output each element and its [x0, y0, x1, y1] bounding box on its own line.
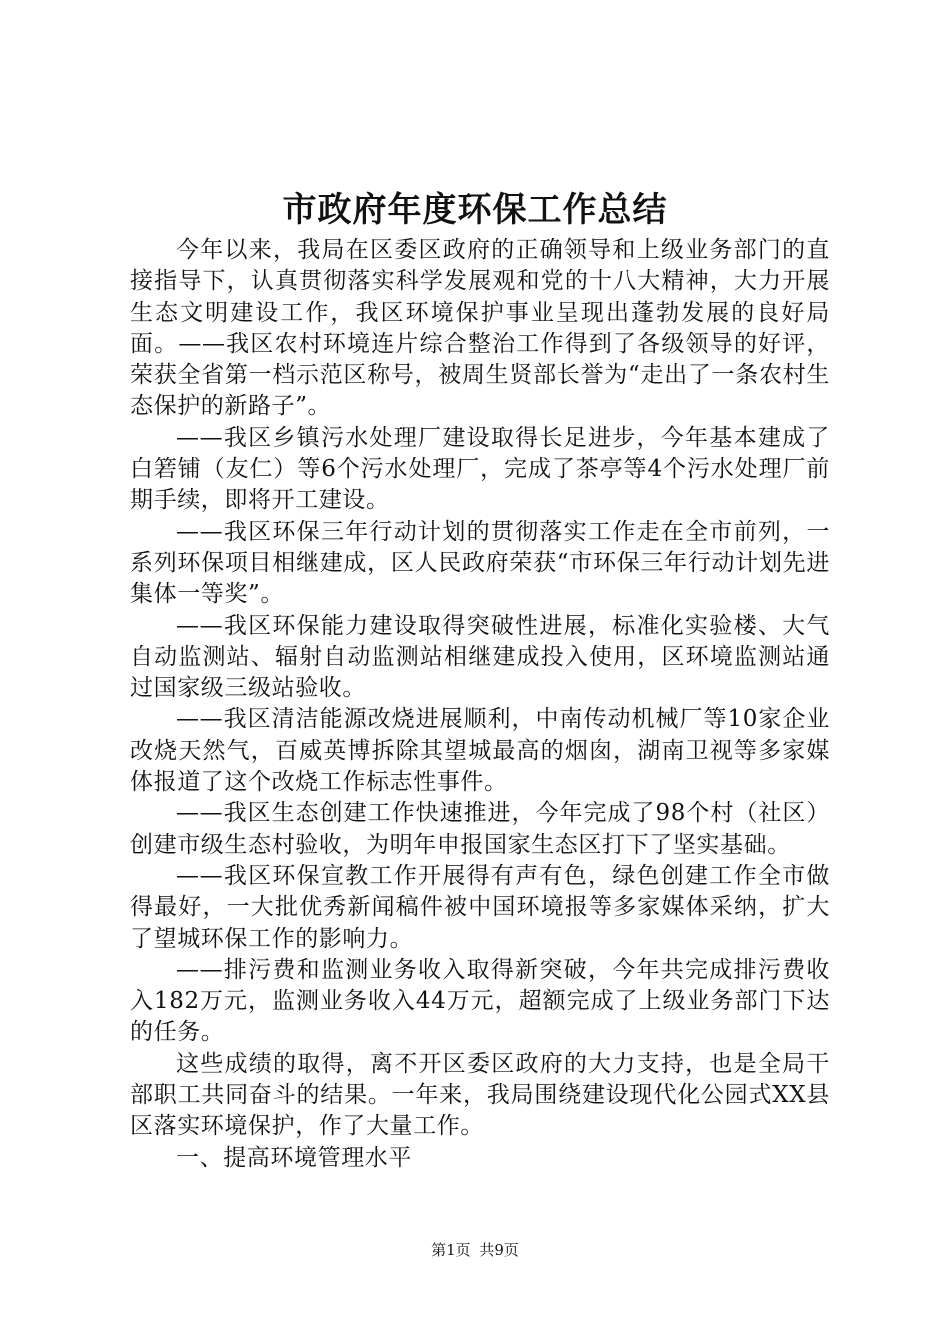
page-total: 共9页 — [479, 1241, 519, 1259]
paragraph: ——我区生态创建工作快速推进，今年完成了98个村（社区）创建市级生态村验收，为明年申报国家生态区打下了坚实基础。 — [130, 800, 830, 858]
document-body — [130, 235, 830, 1174]
paragraph: 这些成绩的取得，离不开区委区政府的大力支持，也是全局干部职工共同奋斗的结果。一年来，我局围绕建设现代化公园式XX县区落实环境保护，作了大量工作。 — [130, 1050, 830, 1140]
page-footer — [0, 1240, 950, 1260]
page-number: 第1页 — [431, 1241, 471, 1259]
paragraph: ——我区环保宣教工作开展得有声有色，绿色创建工作全市做得最好，一大批优秀新闻稿件被中国环境报等多家媒体采纳，扩大了望城环保工作的影响力。 — [130, 862, 830, 952]
paragraph: ——我区清洁能源改烧进展顺利，中南传动机械厂等10家企业改烧天然气，百威英博拆除其望城最高的烟囱，湖南卫视等多家媒体报道了这个改烧工作标志性事件。 — [130, 706, 830, 796]
paragraph: 今年以来，我局在区委区政府的正确领导和上级业务部门的直接指导下，认真贯彻落实科学发展观和党的十八大精神，大力开展生态文明建设工作，我区环境保护事业呈现出蓬勃发展的良好局面。——我区农村环境连片综合整治工作得到了各级领导的好评，荣获全省第一档示范区称号，被周生贤部长誉为“走出了一条农村生态保护的新路子”。 — [130, 237, 830, 420]
paragraph: ——我区乡镇污水处理厂建设取得长足进步，今年基本建成了白箬铺（友仁）等6个污水处理厂，完成了茶亭等4个污水处理厂前期手续，即将开工建设。 — [130, 424, 830, 514]
section-heading: 一、提高环境管理水平 — [176, 1144, 412, 1171]
paragraph: ——我区环保能力建设取得突破性进展，标准化实验楼、大气自动监测站、辐射自动监测站相继建成投入使用，区环境监测站通过国家级三级站验收。 — [130, 612, 830, 702]
paragraph: ——我区环保三年行动计划的贯彻落实工作走在全市前列，一系列环保项目相继建成，区人民政府荣获“市环保三年行动计划先进集体一等奖”。 — [130, 518, 830, 608]
document-title: 市政府年度环保工作总结 — [282, 190, 668, 230]
paragraph: ——排污费和监测业务收入取得新突破，今年共完成排污费收入182万元，监测业务收入44万元，超额完成了上级业务部门下达的任务。 — [130, 956, 830, 1046]
